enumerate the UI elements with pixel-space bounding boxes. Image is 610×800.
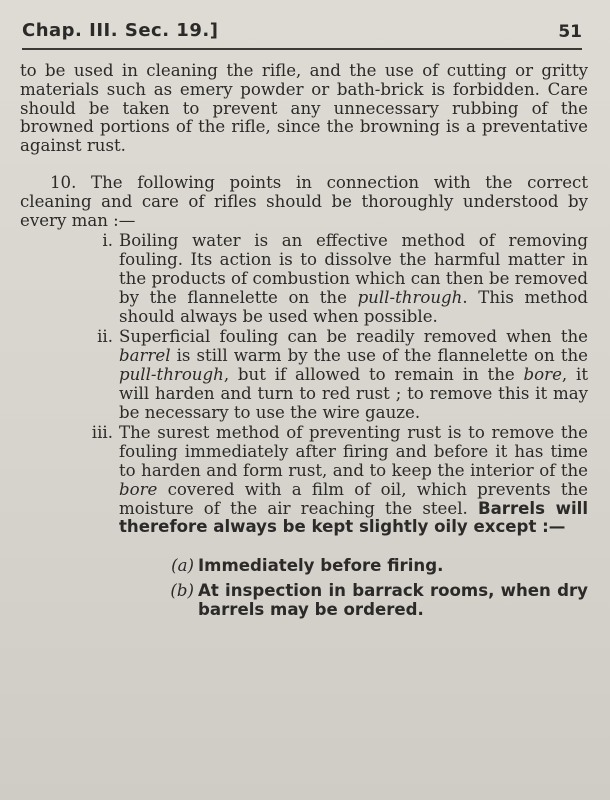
list-number: ii.	[97, 327, 113, 347]
chapter-section-heading: Chap. III. Sec. 19.]	[22, 20, 219, 41]
text-segment: Boiling water is an effective method of removing fouling. Its action is to dissolve the harmful matter in the products of combustion which can then be removed by the flannelette on the	[119, 231, 588, 307]
text-segment: is still warm by the use of the flannelette on the	[170, 346, 588, 366]
italic-term: bore	[119, 479, 158, 499]
list-item-text	[119, 328, 588, 422]
list-number: i.	[102, 231, 113, 251]
subitem-a	[20, 557, 588, 576]
italic-term: bore	[523, 364, 562, 384]
list-item-text	[119, 232, 588, 326]
list-number: iii.	[91, 423, 113, 443]
list-item-i	[20, 232, 588, 326]
continuation-paragraph: to be used in cleaning the rifle, and the use of cutting or gritty materials such as emery powder or bath-brick is forbidden. Care should be taken to prevent any unnecessary rubbing of the browned portions of the rifle, since the browning is a preventative against rust.	[20, 61, 588, 156]
subitem-text: At inspection in barrack rooms, when dry barrels may be ordered.	[198, 580, 588, 619]
italic-term: pull-through	[357, 287, 463, 307]
subitem-letter: (b)	[170, 580, 194, 600]
list-item-iii	[20, 424, 588, 537]
subitem-b	[20, 582, 588, 620]
list-item-ii	[20, 328, 588, 422]
italic-term: pull-through	[119, 364, 224, 384]
bold-instruction: Barrels will therefore always be kept slightly oily except :—	[119, 498, 589, 537]
text-segment: covered with a film of oil, which prevents the moisture of the air reaching the steel.	[119, 479, 588, 518]
subitem-text: Immediately before firing.	[198, 556, 444, 576]
running-header	[22, 14, 582, 50]
text-segment: . This method should always be used when possible.	[119, 287, 588, 326]
text-segment: Superficial fouling can be readily removed when the	[119, 327, 588, 347]
subitem-letter: (a)	[171, 556, 194, 576]
text-segment: , but if allowed to remain in the	[223, 364, 524, 384]
text-segment: The surest method of preventing rust is to remove the fouling immediately after firing and before it has time to harden and form rust, and to keep the interior of the	[119, 423, 588, 480]
page-body	[20, 62, 588, 620]
italic-term: barrel	[119, 346, 171, 366]
page-number: 51	[558, 22, 582, 42]
text-segment: , it will harden and turn to red rust ; to remove this it may be necessary to use the wire gauze.	[119, 364, 588, 422]
paragraph-10: 10. The following points in connection with the correct cleaning and care of rifles should be thoroughly understood by every man :—	[20, 172, 588, 230]
list-item-text	[119, 424, 588, 537]
